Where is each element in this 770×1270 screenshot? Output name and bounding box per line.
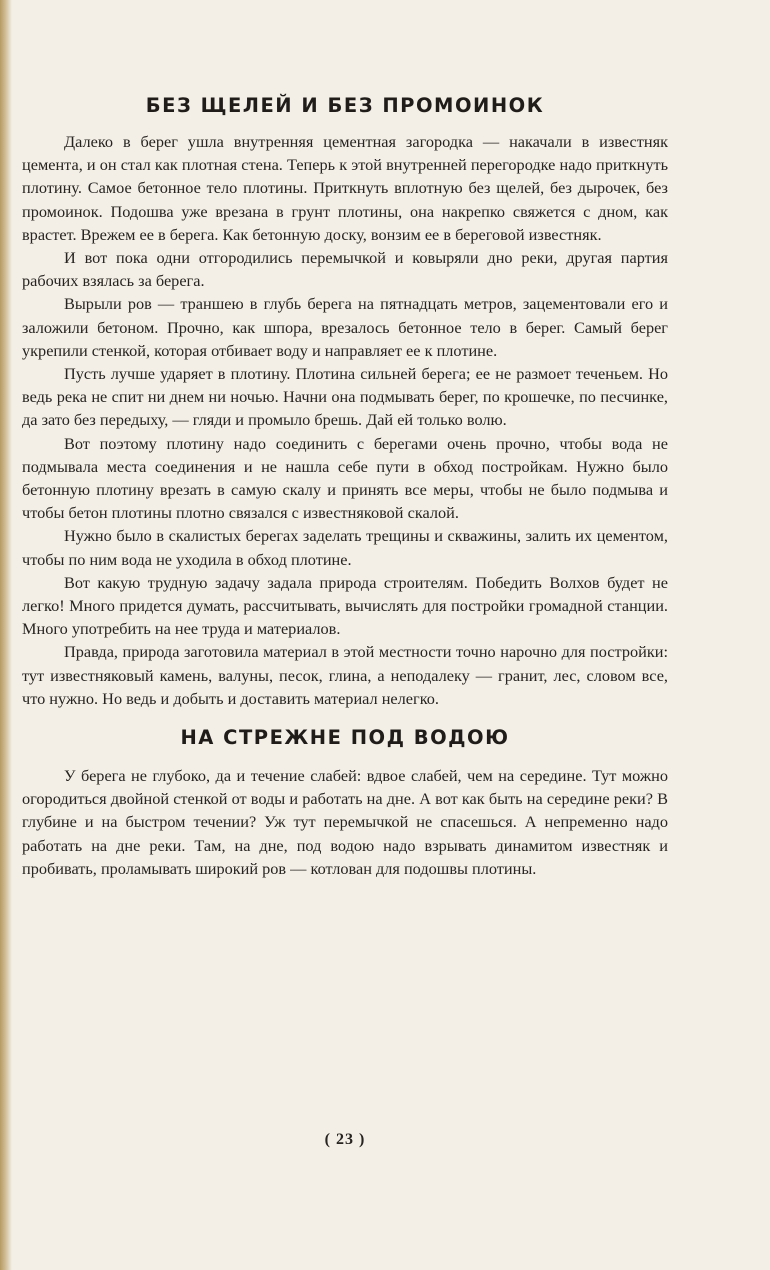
paragraph: Вырыли ров — траншею в глубь берега на пятнадцать метров, зацементовали его и заложили бетоном. Прочно, как шпора, врезалось бетонное тело в берег. Самый берег укрепили стенкой, которая отбивает воду и направляет ее к плотине.: [22, 294, 668, 360]
paragraph: Нужно было в скалистых берегах заделать трещины и скважины, залить их цементом, чтобы по ним вода не уходила в обход плотине.: [22, 526, 668, 569]
paragraph: У берега не глубоко, да и течение слабей: вдвое слабей, чем на середине. Тут можно огородиться двойной стенкой от воды и работать на дне. А вот как быть на середине реки? В глубине и на быстром течении? Уж тут перемычкой не спасешься. А непременно надо работать на дне реки. Там, на дне, под водою надо взрывать динамитом известняк и пробивать, проламывать широкий ров — котлован для подошвы плотины.: [22, 766, 668, 878]
page-spine-shadow: [0, 0, 12, 1270]
paragraph: Вот поэтому плотину надо соединить с берегами очень прочно, чтобы вода не подмывала места соединения и не нашла себе пути в обход постройкам. Нужно было бетонную плотину врезать в самую скалу и принять все меры, чтобы не было подмыва и чтобы бетон плотины плотно связался с известняковой скалой.: [22, 433, 668, 523]
section-title-1: БЕЗ ЩЕЛЕЙ И БЕЗ ПРОМОИНОК: [145, 94, 545, 117]
paragraph: И вот пока одни отгородились перемычкой и ковыряли дно реки, другая партия рабочих взялась за берега.: [22, 248, 668, 291]
section-title-2: НА СТРЕЖНЕ ПОД ВОДОЮ: [180, 726, 510, 750]
paragraph: Вот какую трудную задачу задала природа строителям. Победить Волхов будет не легко! Много придется думать, рассчитывать, вычислять для постройки громадной станции. Много употребить на нее труда и материалов.: [22, 572, 668, 639]
paragraph: Правда, природа заготовила материал в этой местности точно нарочно для постройки: тут известняковый камень, валуны, песок, глина, а неподалеку — гранит, лес, словом все, что нужно. Но ведь и добыть и доставить материал нелегко.: [22, 642, 668, 708]
page-number: ( 23 ): [324, 1131, 366, 1148]
book-page: [22, 90, 668, 880]
paragraph: Далеко в берег ушла внутренняя цементная загородка — накачали в известняк цемента, и он стал как плотная стена. Теперь к этой внутренней перегородке надо приткнуть плотину. Самое бетонное тело плотины. Приткнуть вплотную без щелей, без дырочек, без промоинок. Подошва уже врезана в грунт плотины, она накрепко свяжется с дном, как врастет. Врежем ее в берега. Как бетонную доску, вонзим ее в береговой известняк.: [22, 132, 668, 244]
paragraph: Пусть лучше ударяет в плотину. Плотина сильней берега; ее не размоет теченьем. Но ведь река не спит ни днем ни ночью. Начни она подмывать берег, по крошечке, по песчинке, да зато без передыху, — гляди и промыло брешь. Дай ей только волю.: [22, 364, 668, 430]
